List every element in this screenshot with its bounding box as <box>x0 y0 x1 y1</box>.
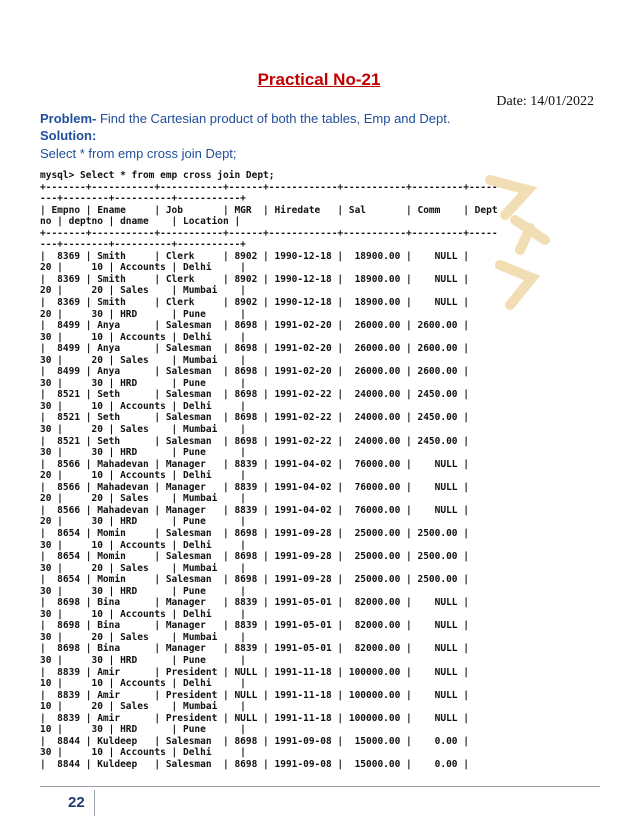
problem-statement <box>40 111 450 126</box>
page-number: 22 <box>68 794 85 811</box>
problem-label: Problem- <box>40 111 97 126</box>
console-text: mysql> Select * from emp cross join Dept; +-------+-----------+-----------+------+------------+-----------+---------+----- ---+--------+----------+-----------+ | Empno | Ename | Job | MGR | Hiredate | Sal | Comm | Dept no | deptno | dname | Location | +-------+-----------+-----------+------+------------+-----------+---------+----- ---+--------+----------+-----------+ | 8369 | Smith | Clerk | 8902 | 1990-12-18 | 18900.00 | NULL | 20 | 10 | Accounts | Delhi | | 8369 | Smith | Clerk | 8902 | 1990-12-18 | 18900.00 | NULL | 20 | 20 | Sales | Mumbai | | 8369 | Smith | Clerk | 8902 | 1990-12-18 | 18900.00 | NULL | 20 | 30 | HRD | Pune | | 8499 | Anya | Salesman | 8698 | 1991-02-20 | 26000.00 | 2600.00 | 30 | 10 | Accounts | Delhi | | 8499 | Anya | Salesman | 8698 | 1991-02-20 | 26000.00 | 2600.00 | 30 | 20 | Sales | Mumbai | | 8499 | Anya | Salesman | 8698 | 1991-02-20 | 26000.00 | 2600.00 | 30 | 30 | HRD | Pune | | 8521 | Seth | Salesman | 8698 | 1991-02-22 | 24000.00 | 2450.00 | 30 | 10 | Accounts | Delhi | | 8521 | Seth | Salesman | 8698 | 1991-02-22 | 24000.00 | 2450.00 | 30 | 20 | Sales | Mumbai | | 8521 | Seth | Salesman | 8698 | 1991-02-22 | 24000.00 | 2450.00 | 30 | 30 | HRD | Pune | | 8566 | Mahadevan | Manager | 8839 | 1991-04-02 | 76000.00 | NULL | 20 | 10 | Accounts | Delhi | | 8566 | Mahadevan | Manager | 8839 | 1991-04-02 | 76000.00 | NULL | 20 | 20 | Sales | Mumbai | | 8566 | Mahadevan | Manager | 8839 | 1991-04-02 | 76000.00 | NULL | 20 | 30 | HRD | Pune | | 8654 | Momin | Salesman | 8698 | 1991-09-28 | 25000.00 | 2500.00 | 30 | 10 | Accounts | Delhi | | 8654 | Momin | Salesman | 8698 | 1991-09-28 | 25000.00 | 2500.00 | 30 | 20 | Sales | Mumbai | | 8654 | Momin | Salesman | 8698 | 1991-09-28 | 25000.00 | 2500.00 | 30 | 30 | HRD | Pune | | 8698 | Bina | Manager | 8839 | 1991-05-01 | 82000.00 | NULL | 30 | 10 | Accounts | Delhi | | 8698 | Bina | Manager | 8839 | 1991-05-01 | 82000.00 | NULL | 30 | 20 | Sales | Mumbai | | 8698 | Bina | Manager | 8839 | 1991-05-01 | 82000.00 | NULL | 30 | 30 | HRD | Pune | | 8839 | Amir | President | NULL | 1991-11-18 | 100000.00 | NULL | 10 | 10 | Accounts | Delhi | | 8839 | Amir | President | NULL | 1991-11-18 | 100000.00 | NULL | 10 | 20 | Sales | Mumbai | | 8839 | Amir | President | NULL | 1991-11-18 | 100000.00 | NULL | 10 | 30 | HRD | Pune | | 8844 | Kuldeep | Salesman | 8698 | 1991-09-08 | 15000.00 | 0.00 | 30 | 10 | Accounts | Delhi | | 8844 | Kuldeep | Salesman | 8698 | 1991-09-08 | 15000.00 | 0.00 | <box>40 170 498 770</box>
practical-title: Practical No-21 <box>257 70 381 89</box>
sql-query: Select * from emp cross join Dept; <box>40 146 237 161</box>
problem-text: Find the Cartesian product of both the tables, Emp and Dept. <box>96 111 451 126</box>
console-output <box>40 170 588 770</box>
footer-rule <box>40 786 600 787</box>
date-text: Date: 14/01/2022 <box>496 94 594 109</box>
solution-label: Solution: <box>40 128 97 143</box>
page-number-separator <box>94 790 95 816</box>
